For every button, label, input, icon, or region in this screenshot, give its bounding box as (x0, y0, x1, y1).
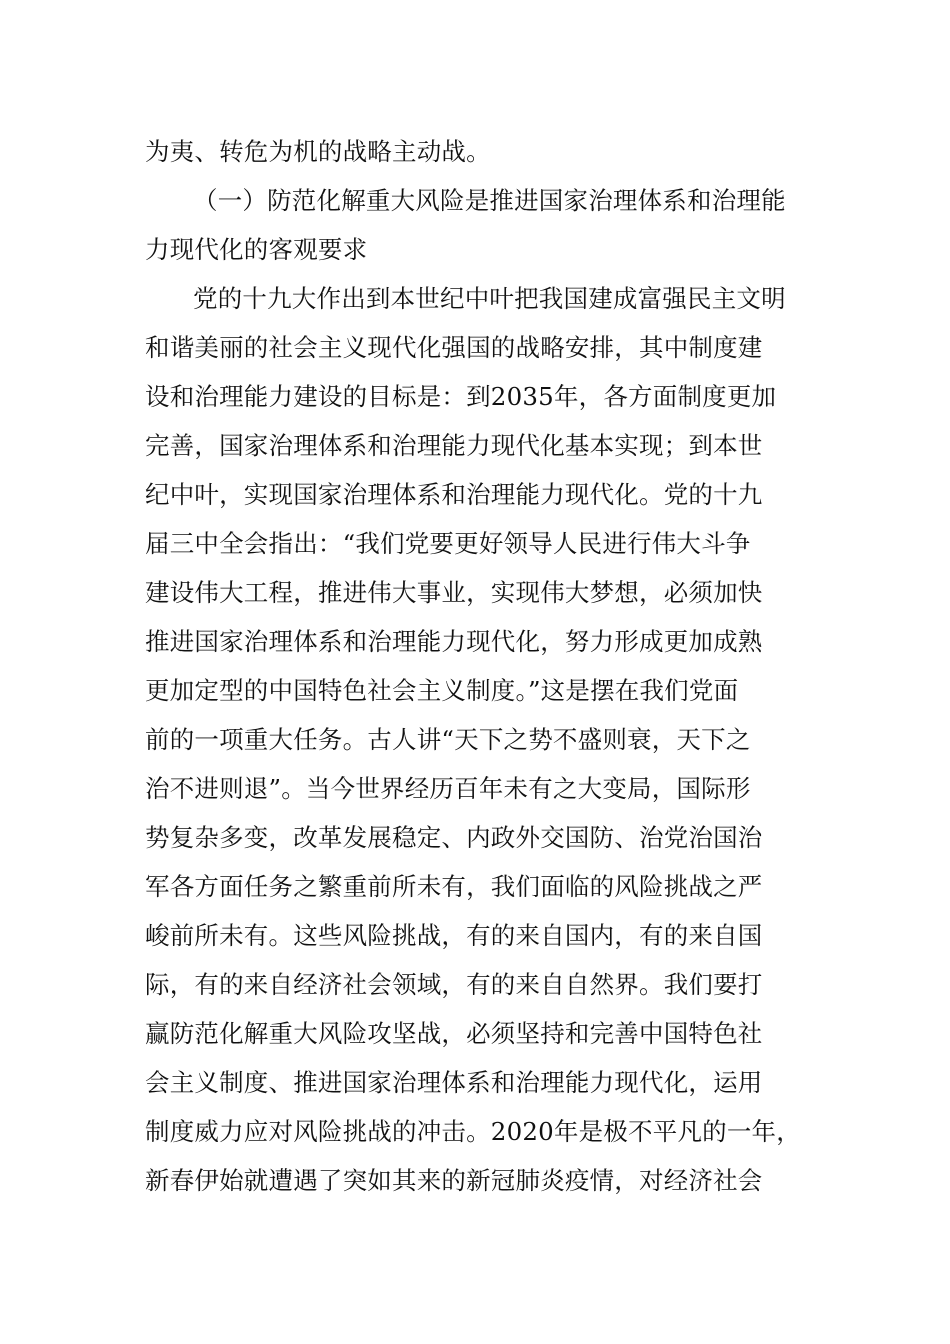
text-line-15: 势复杂多变，改革发展稳定、内政外交国防、治党治国治 (145, 823, 763, 852)
section-heading-line-1: （一）防范化解重大风险是推进国家治理体系和治理能 (193, 186, 786, 215)
text-line-21: 制度威力应对风险挑战的冲击。2020年是极不平凡的一年， (145, 1117, 801, 1146)
text-line-10: 建设伟大工程，推进伟大事业，实现伟大梦想，必须加快 (145, 578, 763, 607)
text-line-16: 军各方面任务之繁重前所未有，我们面临的风险挑战之严 (145, 872, 763, 901)
text-line-13: 前的一项重大任务。古人讲“天下之势不盛则衰，天下之 (145, 725, 751, 754)
paragraph-first-line: 党的十九大作出到本世纪中叶把我国建成富强民主文明 (193, 284, 786, 313)
text-line-20: 会主义制度、推进国家治理体系和治理能力现代化，运用 (145, 1068, 763, 1097)
text-line-19: 赢防范化解重大风险攻坚战，必须坚持和完善中国特色社 (145, 1019, 763, 1048)
text-line-5: 和谐美丽的社会主义现代化强国的战略安排，其中制度建 (145, 333, 763, 362)
text-line-12: 更加定型的中国特色社会主义制度。”这是摆在我们党面 (145, 676, 739, 705)
text-line-22: 新春伊始就遭遇了突如其来的新冠肺炎疫情，对经济社会 (145, 1166, 763, 1195)
text-line-18: 际，有的来自经济社会领域，有的来自自然界。我们要打 (145, 970, 763, 999)
text-line-11: 推进国家治理体系和治理能力现代化，努力形成更加成熟 (145, 627, 763, 656)
text-line-1: 为夷、转危为机的战略主动战。 (145, 137, 491, 166)
text-line-6: 设和治理能力建设的目标是：到2035年，各方面制度更加 (145, 382, 777, 411)
text-line-17: 峻前所未有。这些风险挑战，有的来自国内，有的来自国 (145, 921, 763, 950)
section-heading-line-2: 力现代化的客观要求 (145, 235, 368, 264)
text-line-14: 治不进则退”。当今世界经历百年未有之大变局，国际形 (145, 774, 751, 803)
text-line-8: 纪中叶，实现国家治理体系和治理能力现代化。党的十九 (145, 480, 763, 509)
text-line-7: 完善，国家治理体系和治理能力现代化基本实现；到本世 (145, 431, 763, 460)
text-line-9: 届三中全会指出：“我们党要更好领导人民进行伟大斗争 (145, 529, 751, 558)
